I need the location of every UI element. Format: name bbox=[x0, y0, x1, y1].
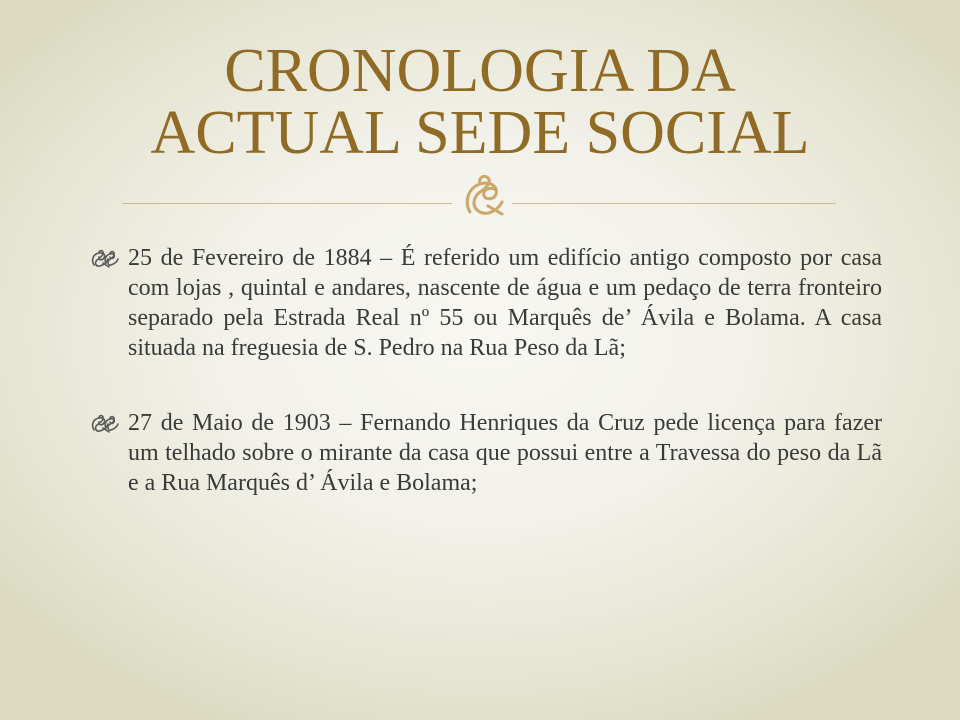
bullet-list bbox=[90, 243, 882, 543]
title-line-2: ACTUAL SEDE SOCIAL bbox=[150, 99, 810, 167]
ampersand-bullet-icon bbox=[90, 414, 120, 434]
bullet-text: 25 de Fevereiro de 1884 – É referido um edifício antigo composto por casa com lojas , quintal e andares, nascente de água e um pedaço de terra fronteiro separado pela Estrada Real nº 55 ou Marquês de’ Ávila e Bolama. A casa situada na freguesia de S. Pedro na Rua Peso da Lã; bbox=[128, 245, 882, 361]
ampersand-bullet-icon bbox=[90, 249, 120, 269]
title-divider-right bbox=[512, 203, 836, 204]
slide-title bbox=[40, 37, 920, 167]
title-divider-left bbox=[122, 203, 452, 204]
list-item bbox=[90, 408, 882, 498]
ampersand-flourish-icon bbox=[458, 170, 508, 220]
title-line-1: CRONOLOGIA DA bbox=[224, 37, 736, 105]
list-item bbox=[90, 243, 882, 363]
bullet-text: 27 de Maio de 1903 – Fernando Henriques da Cruz pede licença para fazer um telhado sobre o mirante da casa que possui entre a Travessa do peso da Lã e a Rua Marquês d’ Ávila e Bolama; bbox=[128, 410, 882, 496]
